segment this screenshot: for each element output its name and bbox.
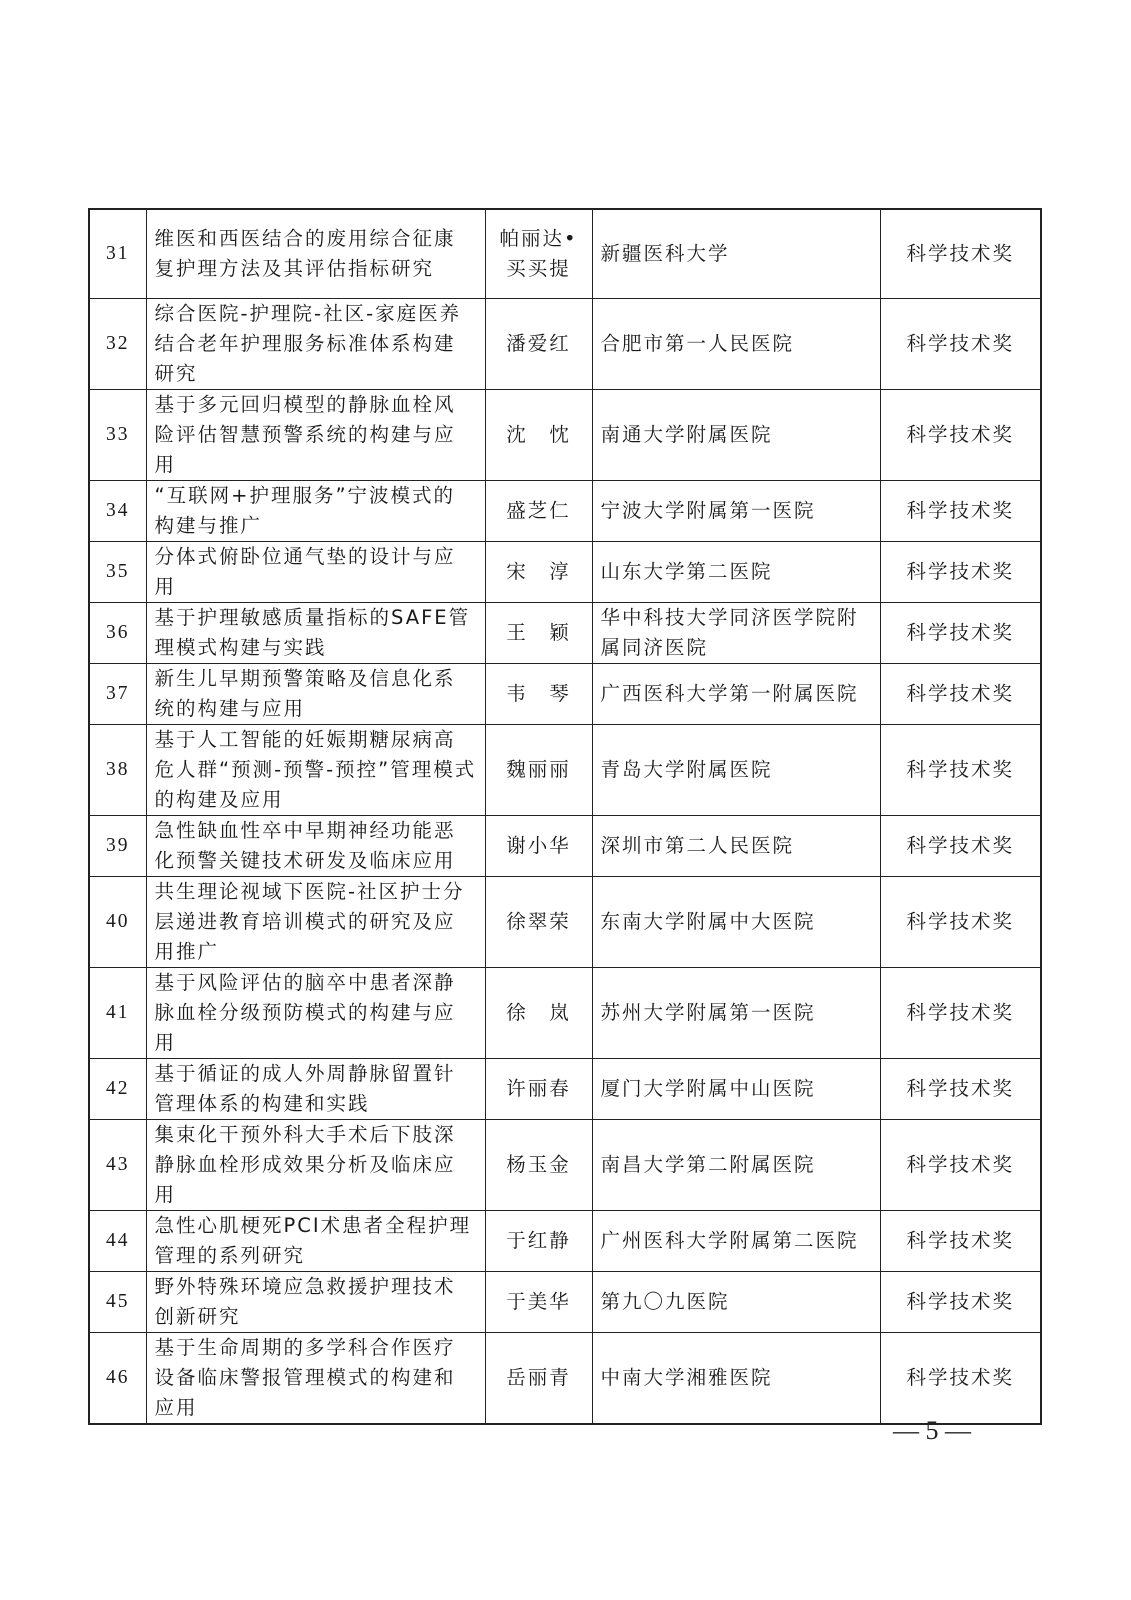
award-type: 科学技术奖 xyxy=(880,1210,1041,1271)
row-number: 35 xyxy=(89,541,146,602)
organization: 广西医科大学第一附属医院 xyxy=(592,663,880,724)
row-number: 36 xyxy=(89,602,146,663)
project-title: 维医和西医结合的废用综合征康复护理方法及其评估指标研究 xyxy=(146,209,485,298)
organization: 广州医科大学附属第二医院 xyxy=(592,1210,880,1271)
row-number: 38 xyxy=(89,724,146,815)
organization: 华中科技大学同济医学院附属同济医院 xyxy=(592,602,880,663)
award-type: 科学技术奖 xyxy=(880,967,1041,1058)
person-name: 潘爱红 xyxy=(485,298,592,389)
organization: 东南大学附属中大医院 xyxy=(592,876,880,967)
row-number: 33 xyxy=(89,389,146,480)
table-row xyxy=(89,389,1041,480)
person-name: 徐 岚 xyxy=(485,967,592,1058)
person-name: 帕丽达•买买提 xyxy=(485,209,592,298)
project-title: 新生儿早期预警策略及信息化系统的构建与应用 xyxy=(146,663,485,724)
person-name: 于美华 xyxy=(485,1271,592,1332)
person-name: 王 颖 xyxy=(485,602,592,663)
table-row xyxy=(89,209,1041,298)
award-type: 科学技术奖 xyxy=(880,1332,1041,1424)
person-name: 盛芝仁 xyxy=(485,480,592,541)
row-number: 43 xyxy=(89,1119,146,1210)
organization: 山东大学第二医院 xyxy=(592,541,880,602)
table-row xyxy=(89,1332,1041,1424)
organization: 中南大学湘雅医院 xyxy=(592,1332,880,1424)
row-number: 44 xyxy=(89,1210,146,1271)
table-row xyxy=(89,815,1041,876)
table-row xyxy=(89,480,1041,541)
person-name: 韦 琴 xyxy=(485,663,592,724)
row-number: 37 xyxy=(89,663,146,724)
organization: 苏州大学附属第一医院 xyxy=(592,967,880,1058)
table-row xyxy=(89,298,1041,389)
table-row xyxy=(89,967,1041,1058)
project-title: 基于多元回归模型的静脉血栓风险评估智慧预警系统的构建与应用 xyxy=(146,389,485,480)
organization: 厦门大学附属中山医院 xyxy=(592,1058,880,1119)
organization: 第九〇九医院 xyxy=(592,1271,880,1332)
organization: 南昌大学第二附属医院 xyxy=(592,1119,880,1210)
person-name: 岳丽青 xyxy=(485,1332,592,1424)
table-row xyxy=(89,1210,1041,1271)
project-title: 急性心肌梗死PCI术患者全程护理管理的系列研究 xyxy=(146,1210,485,1271)
organization: 合肥市第一人民医院 xyxy=(592,298,880,389)
project-title: 野外特殊环境应急救援护理技术创新研究 xyxy=(146,1271,485,1332)
page-number: — 5 — xyxy=(893,1416,971,1445)
table-row xyxy=(89,876,1041,967)
project-title: 基于循证的成人外周静脉留置针管理体系的构建和实践 xyxy=(146,1058,485,1119)
row-number: 40 xyxy=(89,876,146,967)
award-type: 科学技术奖 xyxy=(880,298,1041,389)
person-name: 沈 忱 xyxy=(485,389,592,480)
row-number: 31 xyxy=(89,209,146,298)
table-row xyxy=(89,1119,1041,1210)
table-row xyxy=(89,1058,1041,1119)
award-type: 科学技术奖 xyxy=(880,876,1041,967)
project-title: 分体式俯卧位通气垫的设计与应用 xyxy=(146,541,485,602)
table-row xyxy=(89,663,1041,724)
award-type: 科学技术奖 xyxy=(880,209,1041,298)
award-type: 科学技术奖 xyxy=(880,1119,1041,1210)
person-name: 魏丽丽 xyxy=(485,724,592,815)
project-title: 共生理论视域下医院-社区护士分层递进教育培训模式的研究及应用推广 xyxy=(146,876,485,967)
row-number: 34 xyxy=(89,480,146,541)
project-title: 基于风险评估的脑卒中患者深静脉血栓分级预防模式的构建与应用 xyxy=(146,967,485,1058)
person-name: 谢小华 xyxy=(485,815,592,876)
awards-table xyxy=(88,208,1042,1425)
person-name: 杨玉金 xyxy=(485,1119,592,1210)
project-title: 基于护理敏感质量指标的SAFE管理模式构建与实践 xyxy=(146,602,485,663)
award-type: 科学技术奖 xyxy=(880,602,1041,663)
table-row xyxy=(89,541,1041,602)
person-name: 许丽春 xyxy=(485,1058,592,1119)
table-row xyxy=(89,1271,1041,1332)
project-title: 基于生命周期的多学科合作医疗设备临床警报管理模式的构建和应用 xyxy=(146,1332,485,1424)
award-type: 科学技术奖 xyxy=(880,389,1041,480)
row-number: 39 xyxy=(89,815,146,876)
table-row xyxy=(89,724,1041,815)
person-name: 徐翠荣 xyxy=(485,876,592,967)
award-type: 科学技术奖 xyxy=(880,1058,1041,1119)
award-type: 科学技术奖 xyxy=(880,815,1041,876)
row-number: 42 xyxy=(89,1058,146,1119)
row-number: 45 xyxy=(89,1271,146,1332)
award-type: 科学技术奖 xyxy=(880,541,1041,602)
organization: 深圳市第二人民医院 xyxy=(592,815,880,876)
project-title: 集束化干预外科大手术后下肢深静脉血栓形成效果分析及临床应用 xyxy=(146,1119,485,1210)
project-title: 综合医院-护理院-社区-家庭医养结合老年护理服务标准体系构建研究 xyxy=(146,298,485,389)
organization: 新疆医科大学 xyxy=(592,209,880,298)
row-number: 46 xyxy=(89,1332,146,1424)
project-title: 基于人工智能的妊娠期糖尿病高危人群“预测-预警-预控”管理模式的构建及应用 xyxy=(146,724,485,815)
table-row xyxy=(89,602,1041,663)
award-type: 科学技术奖 xyxy=(880,480,1041,541)
row-number: 32 xyxy=(89,298,146,389)
person-name: 于红静 xyxy=(485,1210,592,1271)
award-type: 科学技术奖 xyxy=(880,663,1041,724)
row-number: 41 xyxy=(89,967,146,1058)
organization: 宁波大学附属第一医院 xyxy=(592,480,880,541)
award-type: 科学技术奖 xyxy=(880,1271,1041,1332)
organization: 南通大学附属医院 xyxy=(592,389,880,480)
project-title: “互联网+护理服务”宁波模式的构建与推广 xyxy=(146,480,485,541)
award-type: 科学技术奖 xyxy=(880,724,1041,815)
organization: 青岛大学附属医院 xyxy=(592,724,880,815)
project-title: 急性缺血性卒中早期神经功能恶化预警关键技术研发及临床应用 xyxy=(146,815,485,876)
person-name: 宋 淳 xyxy=(485,541,592,602)
